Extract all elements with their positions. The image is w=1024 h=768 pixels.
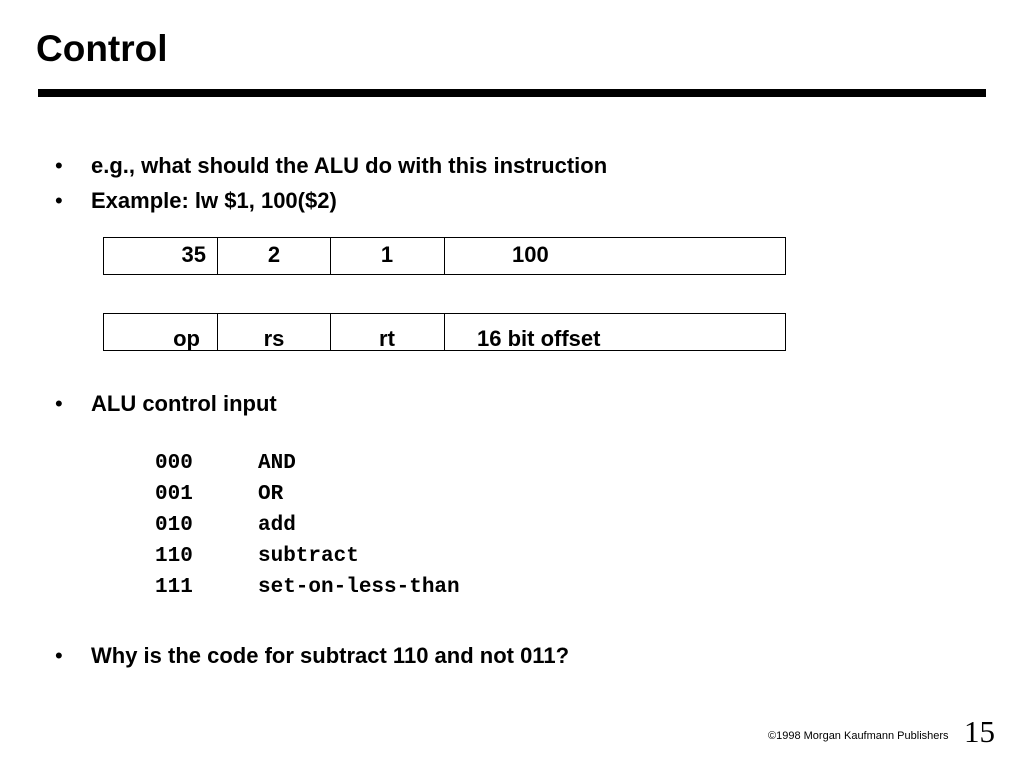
instruction-fields-table [103,313,786,351]
field-rt-cell: rt [379,326,395,351]
field-op-cell: op [173,326,200,351]
alu-control-op: subtract [258,545,359,568]
bullet-text: e.g., what should the ALU do with this instruction [91,153,608,178]
bullet-text: Example: lw $1, 100($2) [91,188,337,213]
bullet-icon: • [55,391,63,416]
value-offset-cell: 100 [512,242,549,267]
alu-control-op: add [258,514,296,537]
value-op-cell: 35 [181,242,206,267]
table-divider [444,238,445,274]
bullet-text: Why is the code for subtract 110 and not 011? [91,643,570,668]
field-offset-cell: 16 bit offset [477,326,601,351]
slide-title: Control [36,28,168,69]
page-number: 15 [964,714,995,749]
bullet-text: ALU control input [91,391,277,416]
alu-control-bits: 001 [155,483,193,506]
bullet-icon: • [55,153,63,178]
alu-control-op: set-on-less-than [258,576,460,599]
field-rs-cell: rs [263,326,285,351]
alu-control-bits: 110 [155,545,193,568]
alu-control-bits: 000 [155,452,193,475]
copyright-notice: ©1998 Morgan Kaufmann Publishers [768,730,949,742]
value-rt-cell: 1 [380,242,394,267]
alu-control-op: OR [258,483,284,506]
alu-control-op: AND [258,452,296,475]
value-rs-cell: 2 [267,242,281,267]
alu-control-bits: 010 [155,514,193,537]
bullet-icon: • [55,643,63,668]
alu-control-bits: 111 [155,576,193,599]
title-divider [38,89,986,97]
table-divider [444,314,445,350]
instruction-values-table [103,237,786,275]
bullet-icon: • [55,188,63,213]
